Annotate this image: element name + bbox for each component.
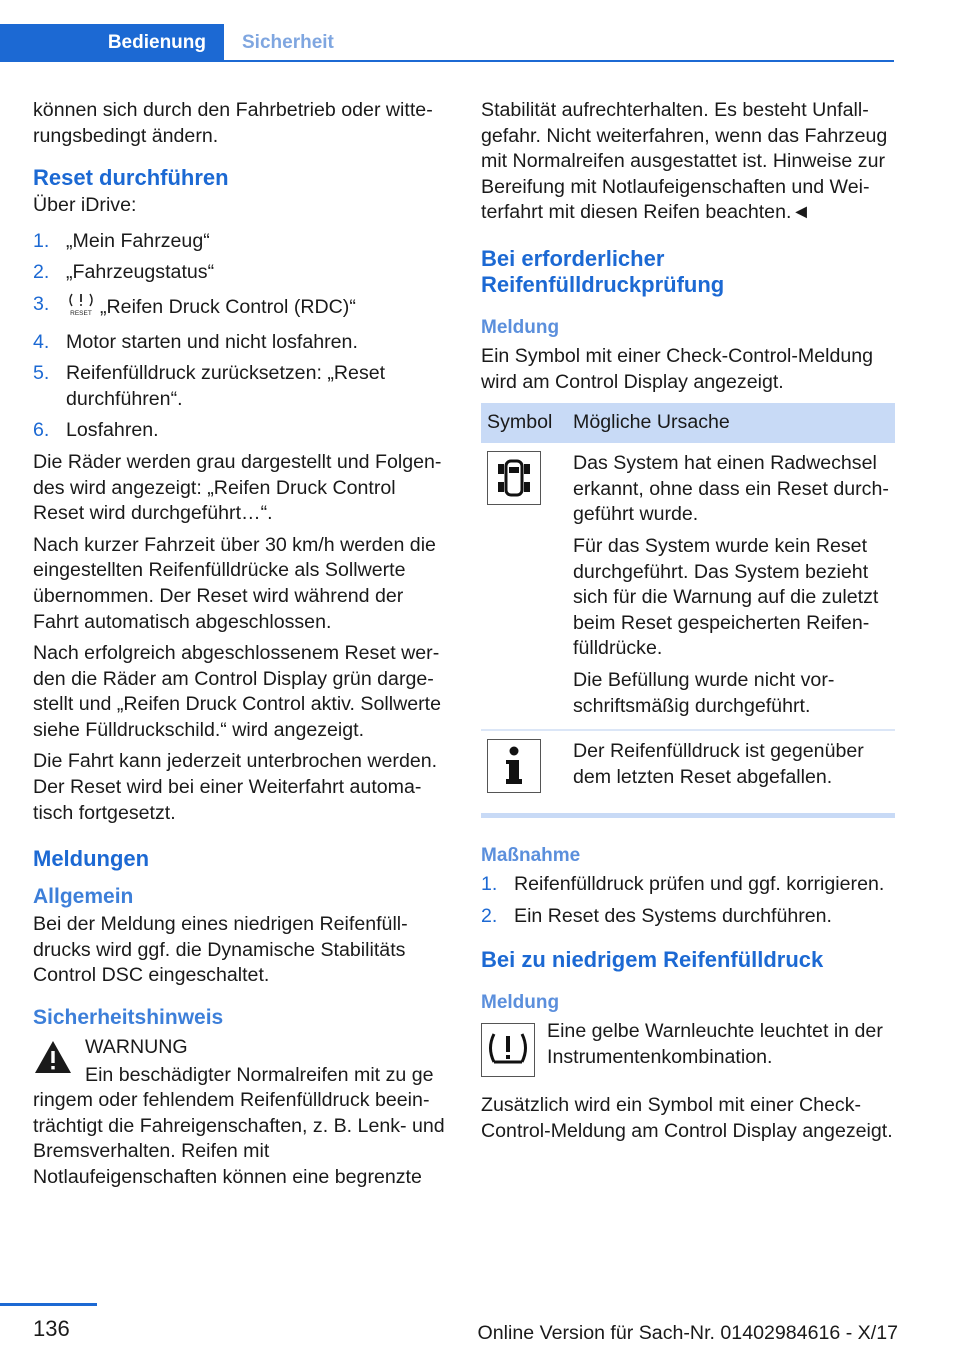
cause-text: Der Reifenfülldruck ist gegenüber dem letzten Reset abgefallen. xyxy=(573,740,864,788)
table-row xyxy=(481,443,895,730)
list-item: 5. Reifenfülldruck zurücksetzen: „Reset durchführen“. xyxy=(33,362,386,410)
erforderlich-heading: Bei erforderlicher Reifenfülldruckprüfung xyxy=(481,245,725,297)
left-column xyxy=(33,98,446,1191)
paragraph: Nach kurzer Fahrzeit über 30 km/h werden die eingestellten Reifenfülldrücke als Sollwerte übernommen. Der Reset wird während der Fahrt automatisch abgeschlossen. xyxy=(33,533,436,633)
table-header-cause: Mögliche Ursache xyxy=(567,403,895,443)
warning-label: WARNUNG xyxy=(85,1036,188,1059)
svg-text:RESET: RESET xyxy=(70,309,92,316)
right-column xyxy=(481,98,895,1150)
table-header-symbol: Symbol xyxy=(481,403,567,443)
tire-reset-icon xyxy=(66,292,96,324)
warning-triangle-icon xyxy=(33,1039,73,1075)
table-row xyxy=(481,730,895,816)
list-item: 3. RESET „Reifen Druck Control (RDC)“ xyxy=(33,292,446,324)
warning-text-first: Ein beschädigter Normalreifen mit zu ge xyxy=(85,1063,434,1086)
list-item: 4. Motor starten und nicht losfahren. xyxy=(33,330,358,353)
indicator-text: Eine gelbe Warnleuchte leuchtet in der Instrumentenkombination. xyxy=(547,1020,883,1068)
massnahme-heading: Maßnahme xyxy=(481,845,581,867)
section-tabs xyxy=(0,24,894,60)
cause-text: Die Befüllung wurde nicht vorschriftsmäßig durchgeführt. xyxy=(573,668,835,717)
via-idrive-text: Über iDrive: xyxy=(33,194,137,217)
reset-heading: Reset durchführen xyxy=(33,165,229,191)
tab-bedienung[interactable]: Bedienung xyxy=(0,24,224,60)
final-text: Zusätzlich wird ein Symbol mit einer Check-Control-Meldung am Control Display angezeigt. xyxy=(481,1094,893,1142)
paragraph: Die Räder werden grau dargestellt und Folgendes wird angezeigt: „Reifen Druck Control Reset wird durchgeführt…“. xyxy=(33,450,442,525)
tab-sicherheit[interactable]: Sicherheit xyxy=(242,32,334,53)
page-number: 136 xyxy=(33,1316,70,1341)
cause-text: Für das System wurde kein Reset durchgeführt. Das System bezieht sich für die Warnung auf die zuletzt beim Reset gespeicherten Reifenfülldrücke. xyxy=(573,534,879,660)
indicator-block xyxy=(481,1019,895,1079)
warning-continuation: Stabilität aufrechterhalten. Es besteht Unfallgefahr. Nicht weiterfahren, wenn das Fahrzeug mit Normalreifen ausgestattet ist. Hinweise zur Bereifung mit Notlaufeigenschaften und Weiterfahrt mit diesen Reifen beachten.◄ xyxy=(481,99,888,224)
tire-pressure-warning-icon xyxy=(481,1023,535,1077)
info-icon xyxy=(487,739,541,793)
paragraph: Nach erfolgreich abgeschlossenem Reset werden die Räder am Control Display grün dargestellt und „Reifen Druck Control aktiv. Sollwerte siehe Fülldruckschild.“ wird angezeigt. xyxy=(33,642,441,741)
footer-line xyxy=(0,1303,97,1306)
cause-text: Das System hat einen Radwechsel erkannt, ohne dass ein Reset durchgeführt wurde. xyxy=(573,452,889,526)
meldung-heading: Meldung xyxy=(481,316,560,338)
online-version-note: Online Version für Sach-Nr. 01402984616 - X/17 xyxy=(477,1322,898,1344)
list-item: 2. „Fahrzeugstatus“ xyxy=(33,261,215,284)
allgemein-heading: Allgemein xyxy=(33,885,134,909)
list-item: 1. Reifenfülldruck prüfen und ggf. korrigieren. xyxy=(481,873,885,896)
meldung2-heading: Meldung xyxy=(481,992,560,1014)
message-table xyxy=(481,403,895,818)
meldungen-heading: Meldungen xyxy=(33,846,150,872)
car-wheels-icon xyxy=(487,451,541,505)
meldung-text: Ein Symbol mit einer Check-Control-Meldung wird am Control Display angezeigt. xyxy=(481,344,874,393)
list-item: 2. Ein Reset des Systems durchführen. xyxy=(481,904,833,927)
warning-text-rest: ringem oder fehlendem Reifenfülldruck beeinträchtigt die Fahreigenschaften, z. B. Lenk- und Bremsverhalten. Reifen mit Notlaufeigenschaften können eine begrenzte xyxy=(33,1089,445,1188)
allgemein-text: Bei der Meldung eines niedrigen Reifenfülldrucks wird ggf. die Dynamische Stabilitäts Control DSC eingeschaltet. xyxy=(33,913,408,987)
sicherheit-heading: Sicherheitshinweis xyxy=(33,1006,224,1030)
paragraph: Die Fahrt kann jederzeit unterbrochen werden. Der Reset wird bei einer Weiterfahrt automatisch fortgesetzt. xyxy=(33,750,438,824)
niedrig-heading: Bei zu niedrigem Reifenfülldruck xyxy=(481,947,824,973)
list-item: 1. „Mein Fahrzeug“ xyxy=(33,229,210,252)
massnahme-list xyxy=(481,872,895,929)
warning-block xyxy=(33,1035,446,1191)
list-item: 6. Losfahren. xyxy=(33,419,159,442)
reset-steps-list xyxy=(33,229,446,444)
intro-text: können sich durch den Fahrbetrieb oder witterungsbedingt ändern. xyxy=(33,99,433,147)
